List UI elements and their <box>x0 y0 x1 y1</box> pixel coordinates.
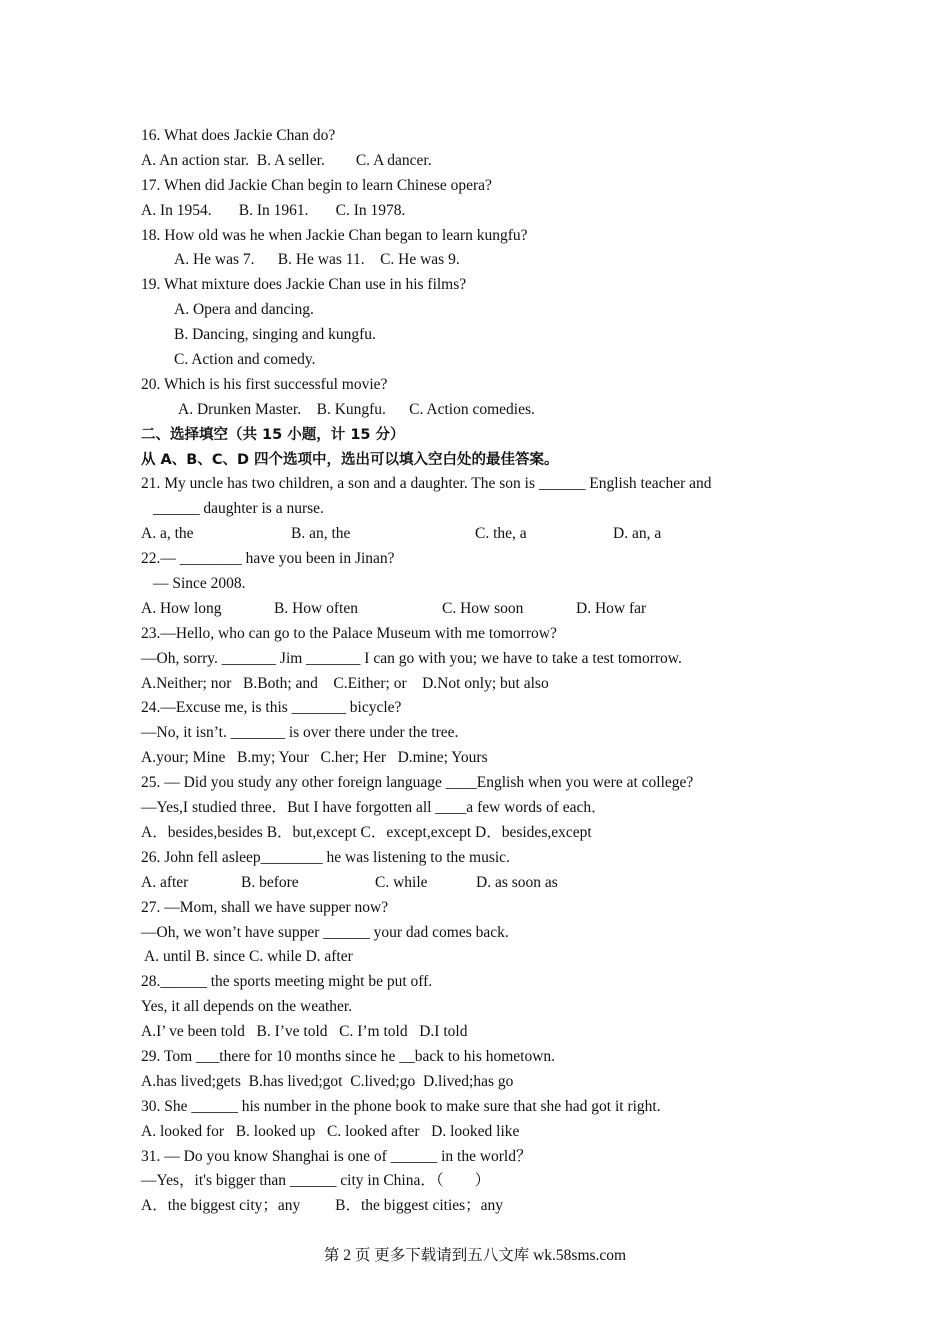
question-25: 25. — Did you study any other foreign language ____English when you were at college? <box>141 774 694 792</box>
question-21-options <box>141 522 801 547</box>
question-17-options: A. In 1954. B. In 1961. C. In 1978. <box>141 201 406 219</box>
option-b: B. before <box>241 873 299 891</box>
question-31-options: A．the biggest city；any B．the biggest cities；any <box>141 1197 504 1215</box>
question-19-option-c: C. Action and comedy. <box>174 351 316 369</box>
question-21: 21. My uncle has two children, a son and a daughter. The son is ______ English teacher and <box>141 475 712 493</box>
option-a: A. How long <box>141 599 222 617</box>
question-24: 24.—Excuse me, is this _______ bicycle? <box>141 699 402 717</box>
question-16-options: A. An action star. B. A seller. C. A dancer. <box>141 151 432 169</box>
option-a: A. after <box>141 873 189 891</box>
section-heading: 二、选择填空（共 15 小题，计 15 分） <box>141 426 405 443</box>
option-d: D. as soon as <box>476 873 558 891</box>
question-28-cont: Yes, it all depends on the weather. <box>141 998 353 1016</box>
option-c: C. while <box>375 873 428 891</box>
option-d: D. How far <box>576 599 647 617</box>
question-28-options: A.I’ ve been told B. I’ve told C. I’m told D.I told <box>141 1023 468 1041</box>
question-24-options: A.your; Mine B.my; Your C.her; Her D.mine; Yours <box>141 749 488 767</box>
question-23: 23.—Hello, who can go to the Palace Museum with me tomorrow? <box>141 624 557 642</box>
question-19-option-b: B. Dancing, singing and kungfu. <box>174 326 376 344</box>
question-20: 20. Which is his first successful movie? <box>141 375 388 393</box>
question-28: 28.______ the sports meeting might be put off. <box>141 973 433 991</box>
option-d: D. an, a <box>613 525 662 543</box>
page-footer: 第 2 页 更多下载请到五八文库 wk.58sms.com <box>323 1247 627 1264</box>
question-29: 29. Tom ___there for 10 months since he __back to his hometown. <box>141 1047 556 1065</box>
question-21-cont: ______ daughter is a nurse. <box>153 500 324 518</box>
question-20-options: A. Drunken Master. B. Kungfu. C. Action comedies. <box>178 400 535 418</box>
question-22-answer: — Since 2008. <box>153 575 246 593</box>
question-17: 17. When did Jackie Chan begin to learn Chinese opera? <box>141 176 492 194</box>
question-25-options: A．besides,besides B．but,except C．except,except D．besides,except <box>141 823 592 841</box>
document-body <box>141 124 801 1219</box>
question-30-options: A. looked for B. looked up C. looked after D. looked like <box>141 1122 520 1140</box>
question-25-cont: —Yes,I studied three．But I have forgotten all ____a few words of each． <box>141 799 607 817</box>
section-instructions: 从 A、B、C、D 四个选项中，选出可以填入空白处的最佳答案。 <box>141 451 559 468</box>
question-31: 31. — Do you know Shanghai is one of ______ in the world？ <box>141 1147 532 1165</box>
question-29-options: A.has lived;gets B.has lived;got C.lived;go D.lived;has go <box>141 1072 514 1090</box>
question-18: 18. How old was he when Jackie Chan began to learn kungfu? <box>141 226 528 244</box>
question-27-options: A. until B. since C. while D. after <box>144 948 353 966</box>
question-18-options: A. He was 7. B. He was 11. C. He was 9. <box>174 251 460 269</box>
question-30: 30. She ______ his number in the phone book to make sure that she had got it right. <box>141 1097 661 1115</box>
question-27: 27. —Mom, shall we have supper now? <box>141 898 389 916</box>
option-a: A. a, the <box>141 525 194 543</box>
option-c: C. How soon <box>442 599 524 617</box>
question-23-options: A.Neither; nor B.Both; and C.Either; or D.Not only; but also <box>141 674 549 692</box>
question-27-cont: —Oh, we won’t have supper ______ your dad comes back. <box>141 923 509 941</box>
question-26-options <box>141 871 801 896</box>
option-b: B. an, the <box>291 525 351 543</box>
question-26: 26. John fell asleep________ he was listening to the music. <box>141 848 510 866</box>
question-22-options <box>141 597 801 622</box>
question-16: 16. What does Jackie Chan do? <box>141 127 336 144</box>
question-19: 19. What mixture does Jackie Chan use in his films? <box>141 276 467 294</box>
option-c: C. the, a <box>475 525 527 543</box>
question-19-option-a: A. Opera and dancing. <box>174 301 314 319</box>
question-22: 22.— ________ have you been in Jinan? <box>141 550 395 568</box>
question-24-cont: —No, it isn’t. _______ is over there under the tree. <box>141 724 459 742</box>
option-b: B. How often <box>274 599 358 617</box>
question-23-cont: —Oh, sorry. _______ Jim _______ I can go with you; we have to take a test tomorrow. <box>141 649 682 667</box>
question-31-cont: —Yes，it's bigger than ______ city in China．（ ） <box>141 1172 491 1190</box>
